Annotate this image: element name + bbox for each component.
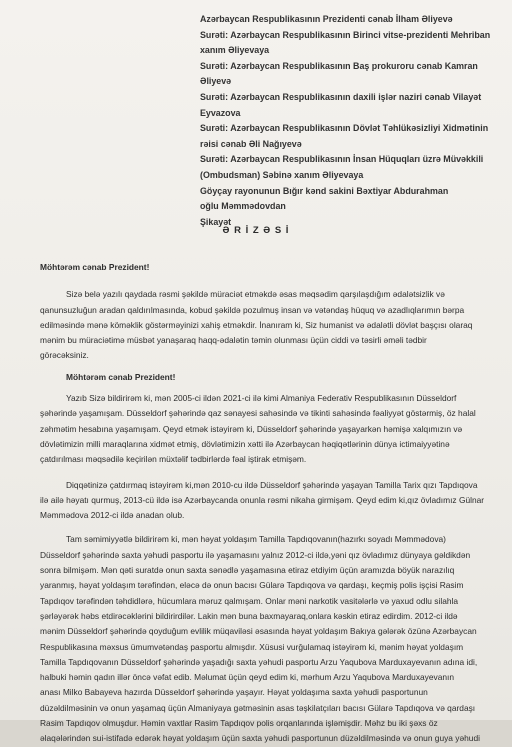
paragraph-line: yaranmış, həyat yoldaşım tərəfindən, eləcə də onun bacısı Gülarə Tapdıqova və qardaşı, keçmiş polis işçisi Rasim [40, 580, 464, 591]
recipient-line: Azərbaycan Respublikasının Prezidenti cənab İlham Əliyevə [200, 14, 453, 24]
paragraph-line: Tapdıqov tərəfindən təhdidlərə, hücumlara məruz qalmışam. Onlar məni narkotik vasitələrlə və yaxud odlu silahla [40, 595, 459, 606]
letter-body [40, 260, 500, 747]
paragraph-line: mənim Düsseldorf şəhərində qoyduğum evlilik müqaviləsi əsasında həyat yoldaşım Bakıya gələrək özünə Azərbaycan [40, 626, 477, 637]
sender-line: Göyçay rayonunun Bığır kənd sakini Bəxtiyar Abdurahman [200, 185, 449, 196]
recipients-block [200, 12, 500, 230]
paragraph-passport [40, 532, 500, 746]
paragraph-marriage [40, 478, 500, 524]
paragraph-line: görəcəksiniz. [40, 350, 89, 361]
paragraph-line: dövlətimizin milli maraqlarına xidmət etmiş, dövlətimizin xətti ilə Azərbaycan həqiqətlərinin dünya ictimaiyyətinə [40, 438, 450, 449]
document-title: Ə R İ Z Ə S İ [222, 225, 290, 236]
paragraph-line: Tam səmimiyyətlə bildirirəm ki, mən həyat yoldaşım Tamilla Tapdıqovanın(hazırkı soyadı Məmmədova) [66, 534, 446, 545]
salutation: Möhtərəm cənab Prezident! [66, 371, 176, 382]
paragraph-line: Məmmədova 2012-ci ildə anadan olub. [40, 510, 185, 521]
paragraph-line: Rasim Tapdıqov olmuşdur. Həmin vaxtlar Rasim Tapdıqov polis orqanlarında işləmişdir. Məhz bu iki şəxs öz [40, 718, 438, 729]
recipient-line: Əliyevə [200, 76, 232, 87]
paragraph-line: Tamilla Tapdıqovanın Düsseldorf şəhərində yaşadığı saxta yəhudi pasportu Arzu Yaqubova Marduxayevanın adına idi, [40, 656, 478, 667]
recipient-line: xanım Əliyevaya [200, 45, 270, 56]
paragraph-line: edilməsində mənə köməklik göstərməyinizi xahiş etməkdir. İnanıram ki, Siz humanist və ədalətli dövlət başçısı olaraq [40, 319, 473, 330]
recipient-line: (Ombudsman) Səbinə xanım Əliyevaya [200, 169, 364, 180]
paragraph-line: mənim bu müraciətimə müsbət yanaşaraq haqq-ədalətin təmin olunması üçün ciddi və təsirli əməli tədbir [40, 335, 427, 346]
paragraph-line: şərləyərək həbs etdirəcəklərini bildirirdilər. Lakin mən buna baxmayaraq,onlara kəskin etiraz edirdim. 2012-ci ildə [40, 610, 458, 621]
recipient-line: Surəti: Azərbaycan Respublikasının daxili işlər naziri cənab Vilayət [200, 91, 482, 102]
paragraph-line: anası Milko Babayeva hazırda Düsseldorf şəhərində yaşayır. Həyat yoldaşıma saxta yəhudi pasportunun [40, 687, 428, 698]
recipient-line: Surəti: Azərbaycan Respublikasının Birinci vitse-prezidenti Mehriban [200, 29, 491, 40]
paragraph-line: Sizə belə yazılı qaydada rəsmi şəkildə müraciət etməkdə əsas məqsədim qarşılaşdığım ədalətsizlik və [66, 289, 445, 300]
paragraph-line: Düsseldorf şəhərində saxta yəhudi pasportu ilə yaşamasını yalnız 2012-ci ildə,yəni qız övladımız dünyaya gəldikdən [40, 549, 471, 560]
paragraph-line: sonra bilmişəm. Mən qəti suratdə onun saxta sənədlə yaşamasına etiraz etdiyim üçün aramızda böyük narazılıq [40, 565, 455, 576]
paragraph-line: Diqqətinizə çatdırmaq istəyirəm ki,mən 2010-cu ildə Düsseldorf şəhərində yaşayan Tamilla Tarix qızı Tapdıqova [66, 479, 478, 490]
paragraph-line: zəhmətim hesabına yaşamışam. Qeyd etmək istəyirəm ki, Düsseldorf şəhərində yaşayarkən həmişə xalqımızın və [40, 423, 463, 434]
paragraph-line: Yazıb Sizə bildirirəm ki, mən 2005-ci ildən 2021-ci ilə kimi Almaniya Federativ Respublikasının Düsseldorf [66, 393, 457, 404]
sender-line: oğlu Məmmədovdan [200, 201, 286, 212]
paragraph-line: halbuki həmin qadın illər öncə vəfat edib. Məlumat üçün qeyd edim ki, mərhum Arzu Yaqubova Marduxayevanın [40, 672, 455, 683]
recipient-line: Surəti: Azərbaycan Respublikasının Dövlət Təhlükəsizliyi Xidmətinin [200, 123, 489, 134]
paragraph-line: Respublikasına məxsus ümumvətəndaş pasportu almışdır. Xüsusi vurğulamaq istəyirəm ki, mənim həyat yoldaşım [40, 641, 464, 652]
paragraph-line: ilə ailə həyatı qurmuş, 2013-cü ildə isə Azərbaycanda onunla rəsmi nikaha girmişəm. Qeyd edim ki,qız övladımız Gülnar [40, 494, 485, 505]
recipient-line: Eyvazova [200, 107, 241, 118]
paragraph-residence [40, 391, 500, 467]
paragraph-line: əlaqələrindən sui-istifadə edərək həyat yoldaşım üçün saxta yəhudi pasportunun düzəldilməsində və onun guya yəhudi [40, 733, 480, 744]
paragraph-line: şəhərində yaşamışam. Düsseldorf şəhərində qaz sənayesi sahəsində və tikinti sahəsində fəaliyyət göstərmiş, öz halal [40, 408, 476, 419]
paragraph-line: qanunsuzluğun aradan qaldırılmasında, kobud şəkildə pozulmuş insan və vətəndaş hüquq və azadlıqlarımın bərpa [40, 304, 465, 315]
paragraph-line: düzəldilməsinin və onun yaşamaq üçün Almaniyaya gətməsinin asas təşkilatçıları bacısı Gülarə Tapdıqova və qardaşı [40, 702, 476, 713]
recipient-line: rəisi cənab Əli Nağıyevə [200, 138, 302, 149]
salutation: Möhtərəm cənab Prezident! [40, 262, 150, 272]
paragraph-intro [40, 287, 500, 363]
recipient-line: Surəti: Azərbaycan Respublikasının Baş prokuroru cənab Kamran [200, 60, 478, 71]
recipient-line: Surəti: Azərbaycan Respublikasının İnsan Hüquqları üzrə Müvəkkili [200, 154, 484, 165]
paragraph-line: çatdırılması məqsədilə keçirilən müxtəlif tədbirlərdə fəal iştirak etmişəm. [40, 454, 307, 465]
document-type: Şikayət [200, 216, 232, 227]
